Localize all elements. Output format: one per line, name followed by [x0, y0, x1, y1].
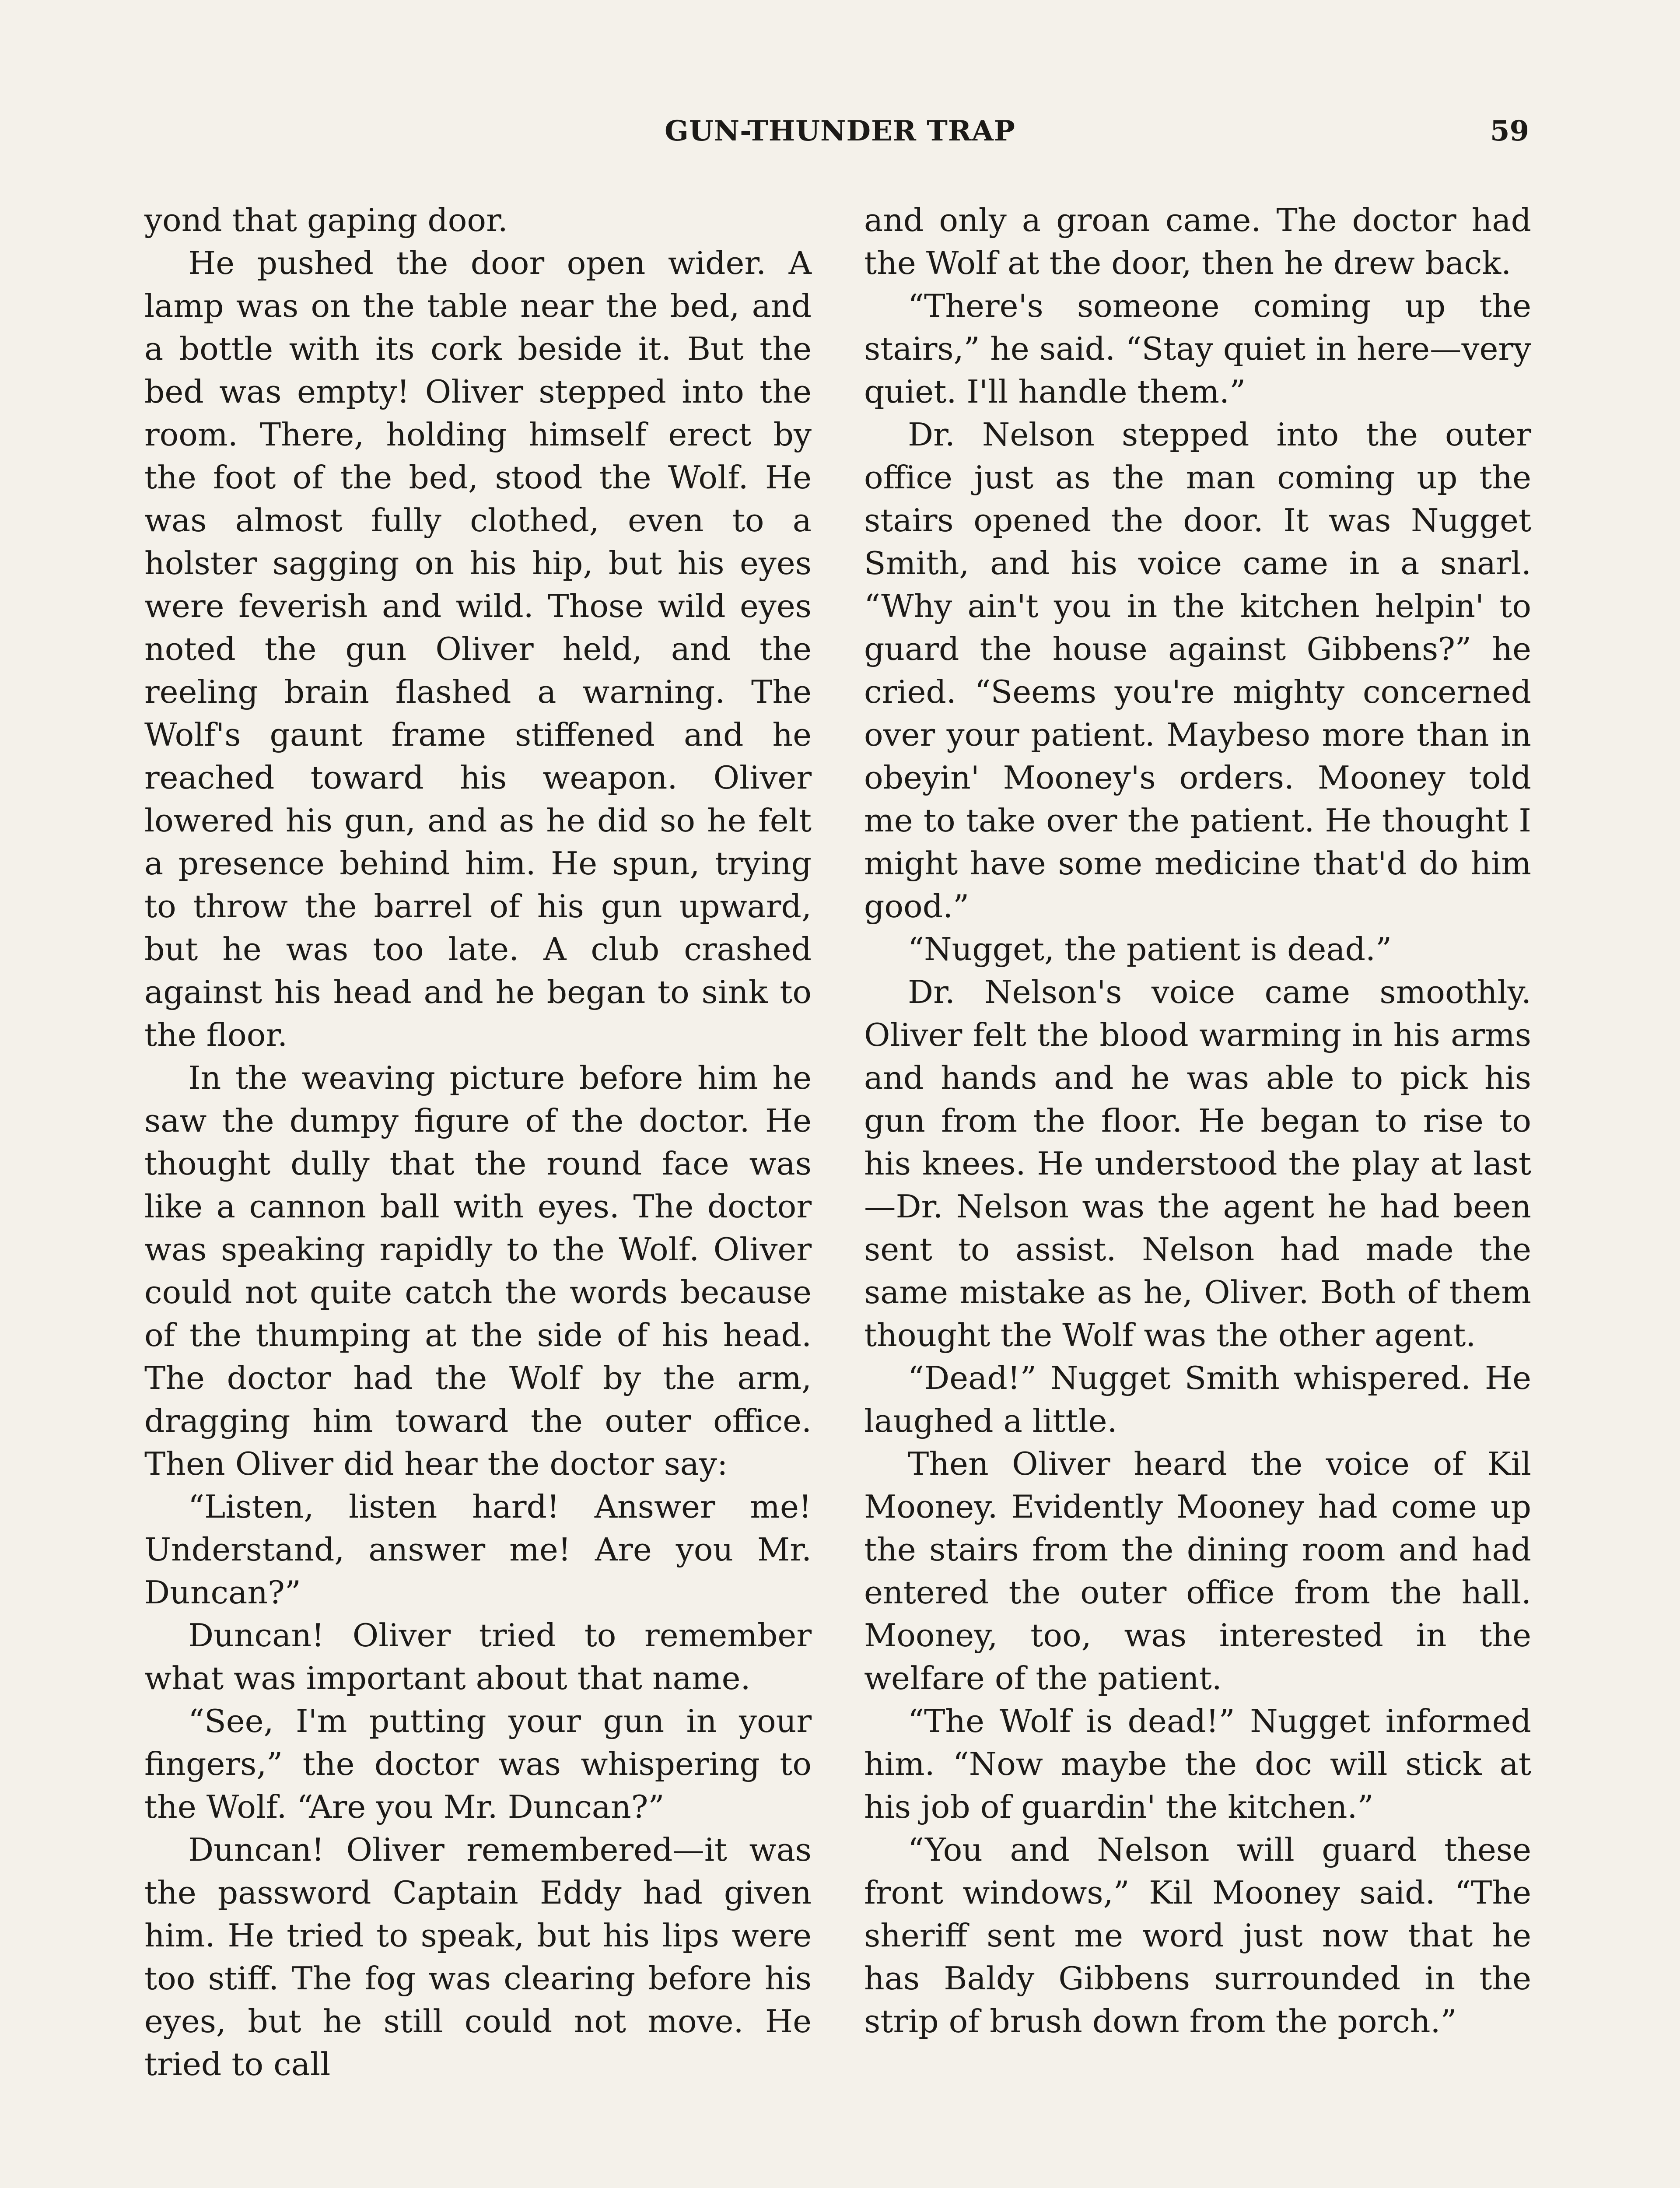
right-text-column: [864, 199, 1531, 2043]
paragraph: “The Wolf is dead!” Nugget informed him. “Now maybe the doc will stick at his job of guardin' the kitchen.”: [864, 1703, 1531, 1826]
paragraph: Duncan! Oliver tried to remember what was important about that name.: [144, 1617, 812, 1697]
paragraph: In the weaving picture before him he saw the dumpy figure of the doctor. He thought dully that the round face was like a cannon ball with eyes. The doctor was speaking rapidly to the Wolf. Oliver could not quite catch the words because of the thumping at the side of his head. The doctor had the Wolf by the arm, dragging him toward the outer office. Then Oliver did hear the doctor say:: [144, 1060, 812, 1483]
paragraph: “Nugget, the patient is dead.”: [908, 931, 1392, 968]
paragraph: “Dead!” Nugget Smith whispered. He laughed a little.: [864, 1360, 1531, 1440]
paragraph: Dr. Nelson stepped into the outer office just as the man coming up the stairs opened the door. It was Nugget Smith, and his voice came in a snarl. “Why ain't you in the kitchen helpin' to guard the house against Gibbens?” he cried. “Seems you're mighty concerned over your patient. Maybeso more than in obeyin' Mooney's orders. Mooney told me to take over the patient. He thought I might have some medicine that'd do him good.”: [864, 417, 1531, 925]
paragraph: “See, I'm putting your gun in your fingers,” the doctor was whispering to the Wolf. “Are you Mr. Duncan?”: [144, 1703, 812, 1826]
paragraph: “There's someone coming up the stairs,” he said. “Stay quiet in here—very quiet. I'll handle them.”: [864, 288, 1531, 410]
paragraph: “You and Nelson will guard these front windows,” Kil Mooney said. “The sheriff sent me word just now that he has Baldy Gibbens surrounded in the strip of brush down from the porch.”: [864, 1832, 1531, 2040]
paragraph: Dr. Nelson's voice came smoothly. Oliver felt the blood warming in his arms and hands and he was able to pick his gun from the floor. He began to rise to his knees. He understood the play at last—Dr. Nelson was the agent he had been sent to assist. Nelson had made the same mistake as he, Oliver. Both of them thought the Wolf was the other agent.: [864, 974, 1531, 1354]
paragraph: He pushed the door open wider. A lamp was on the table near the bed, and a bottle with its cork beside it. But the bed was empty! Oliver stepped into the room. There, holding himself erect by the foot of the bed, stood the Wolf. He was almost fully clothed, even to a holster sagging on his hip, but his eyes were feverish and wild. Those wild eyes noted the gun Oliver held, and the reeling brain flashed a warning. The Wolf's gaunt frame stiffened and he reached toward his weapon. Oliver lowered his gun, and as he did so he felt a presence behind him. He spun, trying to throw the barrel of his gun upward, but he was too late. A club crashed against his head and he began to sink to the floor.: [144, 245, 812, 1054]
paragraph: and only a groan came. The doctor had the Wolf at the door, then he drew back.: [864, 202, 1531, 282]
running-title: GUN-THUNDER TRAP: [665, 115, 1015, 147]
paragraph: Then Oliver heard the voice of Kil Mooney. Evidently Mooney had come up the stairs from the dining room and had entered the outer office from the hall. Mooney, too, was interested in the welfare of the patient.: [864, 1446, 1531, 1697]
page-number: 59: [1490, 115, 1529, 147]
paragraph: Duncan! Oliver remembered—it was the password Captain Eddy had given him. He tried to speak, but his lips were too stiff. The fog was clearing before his eyes, but he still could not move. He tried to call: [144, 1832, 812, 2083]
left-text-column: [144, 199, 812, 2086]
paragraph: “Listen, listen hard! Answer me! Understand, answer me! Are you Mr. Duncan?”: [144, 1489, 812, 1611]
paragraph: yond that gaping door.: [144, 202, 508, 239]
